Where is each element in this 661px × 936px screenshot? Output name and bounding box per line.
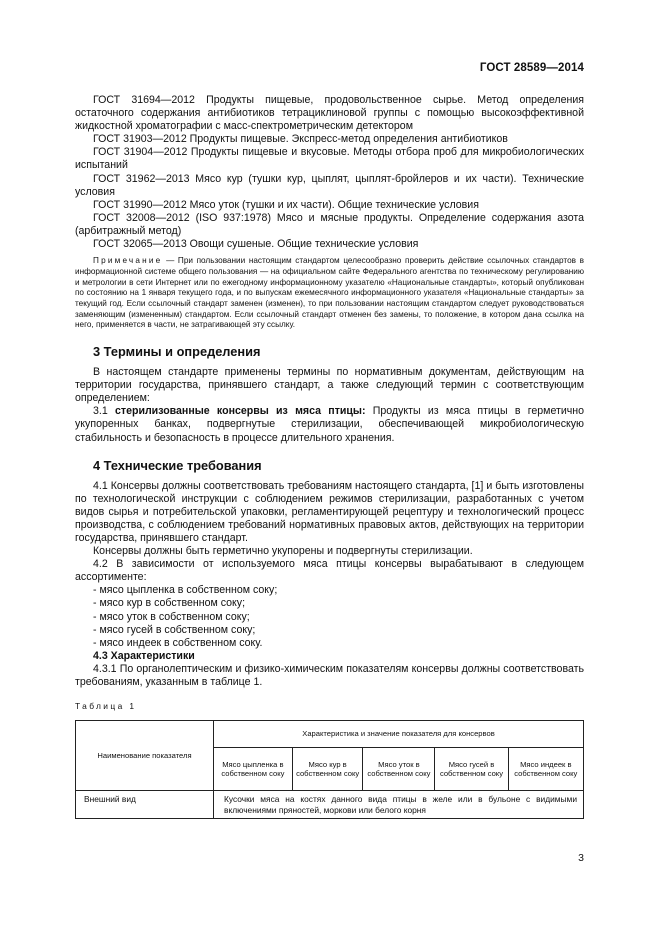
clause-4-1: 4.1 Консервы должны соответствовать требованиям настоящего стандарта, [1] и быть изготовлены по технологической инструкции с соблюдением режимов стерилизации, разработанных с учетом видов сырья и потребительской упаковки, регламентирующей рецептуру и технологический процесс производства, с соблюдением требований нормативных правовых актов, действующих на территории государства, принявшего стандарт. — [75, 479, 584, 544]
column-header-goose: Мясо гусей в собственном соку — [435, 748, 508, 791]
column-header-hen: Мясо кур в собственном соку — [292, 748, 363, 791]
column-header-chicken: Мясо цыпленка в собственном соку — [214, 748, 293, 791]
note-text: — При пользовании настоящим стандартом целесообразно проверить действие ссылочных стандартов в информационной системе общего пользования — на официальном сайте Федерального агентства по техническому регулированию и метрологии в сети Интернет или по ежегодному информационному указателю «Национальные стандарты», который опубликован по состоянию на 1 января текущего года, и по выпускам ежемесячного информационного указателя «Национальные стандарты» за текущий год. Если ссылочный стандарт заменен (изменен), то при пользовании настоящим стандартом следует руководствоваться заменяющим (измененным) стандартом. Если ссылочный стандарт отменен без замены, то положение, в котором дана ссылка на него, применяется в части, не затрагивающей эту ссылку. — [75, 256, 584, 330]
column-header-turkey: Мясо индеек в собственном соку — [508, 748, 583, 791]
list-item: - мясо кур в собственном соку; — [93, 597, 246, 610]
clause-4-1-sealing: Консервы должны быть герметично укупорены и подвергнуты стерилизации. — [93, 545, 473, 558]
column-header-duck: Мясо уток в собственном соку — [363, 748, 435, 791]
table-cell-value: Кусочки мяса на костях данного вида птицы в желе или в бульоне с видимыми включениями пряностей, моркови или белого корня — [214, 791, 584, 819]
list-item: - мясо индеек в собственном соку. — [93, 636, 263, 649]
table-row — [76, 791, 584, 819]
page-number: 3 — [578, 852, 584, 864]
section-3-heading: 3 Термины и определения — [93, 344, 261, 360]
reference-item: ГОСТ 32065—2013 Овощи сушеные. Общие технические условия — [93, 238, 419, 251]
reference-item: ГОСТ 31962—2013 Мясо кур (тушки кур, цыплят, цыплят-бройлеров и их части). Технические условия — [75, 172, 584, 198]
reference-item: ГОСТ 31904—2012 Продукты пищевые и вкусовые. Методы отбора проб для микробиологических испытаний — [75, 146, 584, 172]
term-number: 3.1 — [93, 405, 115, 418]
section-4-heading: 4 Технические требования — [93, 457, 262, 473]
reference-item: ГОСТ 32008—2012 (ISO 937:1978) Мясо и мясные продукты. Определение содержания азота (арбитражный метод) — [75, 211, 584, 237]
clause-4-3-1: 4.3.1 По органолептическим и физико-химическим показателям консервы должны соответствовать требованиям, указанным в таблице 1. — [75, 662, 584, 689]
term-name: стерилизованные консервы из мяса птицы: — [115, 405, 366, 418]
reference-item: ГОСТ 31990—2012 Мясо уток (тушки и их части). Общие технические условия — [93, 198, 479, 211]
note-label: Примечание — [93, 256, 163, 266]
term-text: Продукты из мяса птицы в герметично укупоренных банках, подвергнутые стерилизации, обеспечивающей микробиологическую стабильность и безопасность в процессе длительного хранения. — [75, 405, 585, 444]
list-item: - мясо цыпленка в собственном соку; — [93, 584, 278, 597]
table-caption: Таблица 1 — [75, 701, 137, 712]
table-header-row — [76, 721, 584, 748]
reference-item: ГОСТ 31694—2012 Продукты пищевые, продовольственное сырье. Метод определения остаточного содержания антибиотиков тетрациклиновой группы с помощью высокоэффективной жидкостной хроматографии с масс-спектрометрическим детектором — [75, 94, 584, 133]
list-item: - мясо уток в собственном соку; — [93, 610, 250, 623]
page-content — [75, 94, 584, 819]
section-3-intro: В настоящем стандарте применены термины по нормативным документам, действующим на территории государства, принявшего стандарт, а также следующий термин с соответствующим определением: — [75, 366, 584, 405]
characteristics-table — [75, 720, 584, 819]
clause-4-2: 4.2 В зависимости от используемого мяса птицы консервы вырабатывают в следующем ассортименте: — [75, 558, 584, 584]
table-cell-indicator: Внешний вид — [76, 791, 214, 819]
list-item: - мясо гусей в собственном соку; — [93, 623, 256, 636]
assortment-list — [75, 584, 584, 649]
reference-item: ГОСТ 31903—2012 Продукты пищевые. Экспресс-метод определения антибиотиков — [93, 133, 508, 146]
normative-references-list — [75, 94, 584, 251]
column-group-header: Характеристика и значение показателя для консервов — [214, 721, 584, 748]
clause-4-3-heading: 4.3 Характеристики — [93, 649, 195, 662]
column-header-indicator: Наименование показателя — [76, 721, 214, 791]
term-definition — [75, 405, 584, 444]
reference-note — [75, 256, 584, 331]
standard-designation: ГОСТ 28589—2014 — [479, 62, 584, 74]
